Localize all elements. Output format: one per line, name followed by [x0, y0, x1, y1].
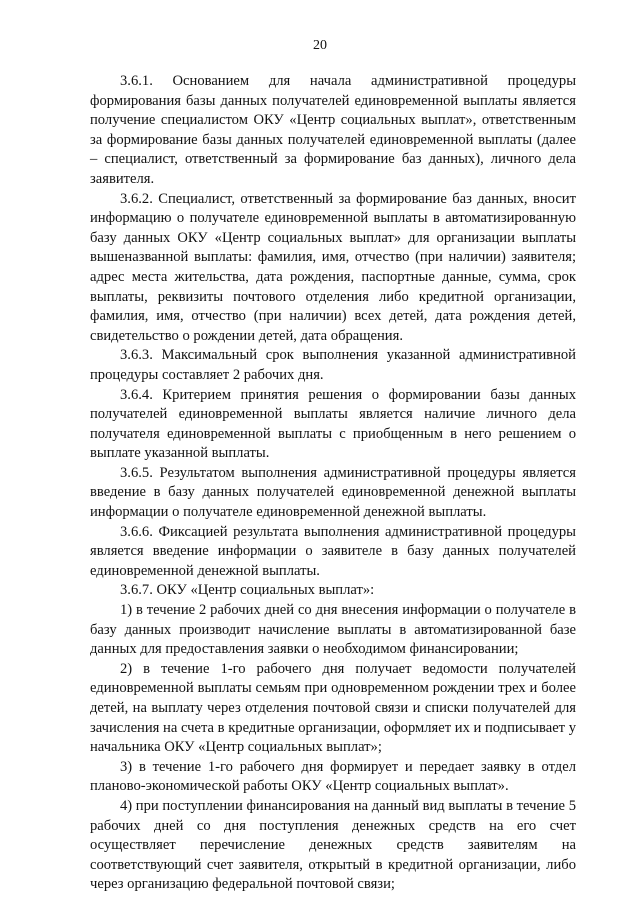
- paragraph-3-6-7: 3.6.7. ОКУ «Центр социальных выплат»:: [120, 582, 375, 599]
- document-body: [90, 72, 576, 895]
- list-item-3: 3) в течение 1-го рабочего дня формирует и передает заявку в отдел планово-экономической работы ОКУ «Центр социальных выплат».: [90, 758, 576, 795]
- paragraph-3-6-2: 3.6.2. Специалист, ответственный за формирование баз данных, вносит информацию о получателе единовременной выплаты в автоматизированную базу данных ОКУ «Центр социальных выплат» для организации выплаты вышеназванной выплаты: фамилия, имя, отчество (при наличии) заявителя; адрес места жительства, дата рождения, паспортные данные, сумма, срок выплаты, реквизиты почтового отделения либо кредитной организации, фамилия, имя, отчество (при наличии) всех детей, дата рождения детей, свидетельство о рождении детей, дата обращения.: [90, 190, 576, 344]
- list-item-4: 4) при поступлении финансирования на данный вид выплаты в течение 5 рабочих дней со дня поступления денежных средств на его счет осуществляет перечисление денежных средств заявителям на соответствующий счет заявителя, открытый в кредитной организации, либо через организацию федеральной почтовой связи;: [90, 797, 576, 893]
- paragraph-3-6-1: 3.6.1. Основанием для начала административной процедуры формирования базы данных получателей единовременной выплаты является получение специалистом ОКУ «Центр социальных выплат», ответственным за формирование базы данных получателей единовременной выплаты (далее – специалист, ответственный за формирование баз данных), личного дела заявителя.: [90, 73, 576, 187]
- paragraph-3-6-3: 3.6.3. Максимальный срок выполнения указанной административной процедуры составляет 2 рабочих дня.: [90, 347, 576, 383]
- paragraph-3-6-4: 3.6.4. Критерием принятия решения о формировании базы данных получателей единовременной выплаты является наличие личного дела получателя единовременной выплаты с приобщенным в него решением о выплате указанной выплаты.: [90, 386, 576, 462]
- paragraph-3-6-5: 3.6.5. Результатом выполнения административной процедуры является введение в базу данных получателей единовременной денежной выплаты информации о получателе единовременной денежной выплаты.: [90, 464, 576, 521]
- page-number: 20: [313, 38, 327, 53]
- list-item-1: 1) в течение 2 рабочих дней со дня внесения информации о получателе в базу данных производит начисление выплаты в автоматизированной базе данных для предоставления заявки о необходимом финансировании;: [90, 602, 576, 658]
- paragraph-3-6-6: 3.6.6. Фиксацией результата выполнения административной процедуры является введение информации о заявителе в базу данных получателей единовременной денежной выплаты.: [90, 523, 576, 579]
- list-item-2: 2) в течение 1-го рабочего дня получает ведомости получателей единовременной выплаты семьям при одновременном рождении трех и более детей, на выплату через отделения почтовой связи и списки получателей для зачисления на счета в кредитные организации, оформляет их и подписывает у начальника ОКУ «Центр социальных выплат»;: [90, 660, 576, 756]
